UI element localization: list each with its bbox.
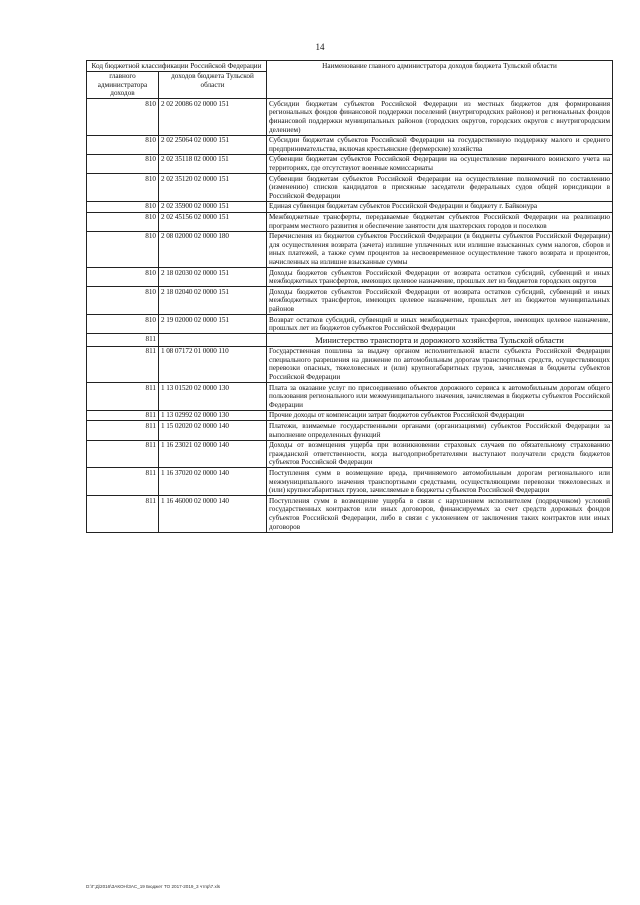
revenue-code: 2 02 45156 02 0000 151 bbox=[159, 212, 267, 231]
revenue-code: 1 15 02020 02 0000 140 bbox=[159, 421, 267, 440]
table-row bbox=[87, 287, 613, 315]
revenue-name: Перечисления из бюджетов субъектов Российской Федерации (в бюджеты субъектов Российской Федерации) для осуществления возврата (зачета) излишне уплаченных или излишне взысканных сумм налогов, сборов и иных платежей, а также сумм процентов за несвоевременное осуществление такого возврата и процентов, начисленных на излишне взысканные суммы bbox=[267, 231, 613, 267]
revenue-name: Единая субвенция бюджетам субъектов Российской Федерации и бюджету г. Байконура bbox=[267, 201, 613, 212]
table-row bbox=[87, 268, 613, 287]
page-number: 14 bbox=[315, 42, 325, 52]
ministry-row bbox=[87, 334, 613, 347]
revenue-name: Доходы бюджетов субъектов Российской Федерации от возврата остатков субсидий, субвенций и иных межбюджетных трансфертов, имеющих целевое назначение, прошлых лет из бюджетов городских округов bbox=[267, 268, 613, 287]
header-revenue-code: доходов бюджета Тульской области bbox=[159, 71, 267, 99]
revenue-code: 2 02 35120 02 0000 151 bbox=[159, 174, 267, 202]
revenue-name: Субвенции бюджетам субъектов Российской Федерации на осуществление полномочий по составлению (изменению) списков кандидатов в присяжные заседатели федеральных судов общей юрисдикции в Российской Федерации bbox=[267, 174, 613, 202]
revenue-code: 1 16 23021 02 0000 140 bbox=[159, 440, 267, 468]
admin-code: 811 bbox=[87, 410, 159, 421]
revenue-code: 2 02 35118 02 0000 151 bbox=[159, 154, 267, 173]
revenue-code: 1 16 37020 02 0000 140 bbox=[159, 468, 267, 496]
revenue-code: 2 02 20086 02 0000 151 bbox=[159, 99, 267, 135]
revenue-name: Поступления сумм в возмещение вреда, причиняемого автомобильным дорогам регионального или межмуниципального значения транспортными средствами, осуществляющими перевозки тяжеловесных и (или) крупногабаритных грузов, зачисляемые в бюджеты субъектов Российской Федерации bbox=[267, 468, 613, 496]
revenue-name: Субвенции бюджетам субъектов Российской Федерации на осуществление первичного воинского учета на территориях, где отсутствуют военные комиссариаты bbox=[267, 154, 613, 173]
admin-code: 810 bbox=[87, 201, 159, 212]
file-path-footer: D:\Г:Д\2016\ЗАКОН\ЗАС_19 Бюджет ТО 2017-2019_3 чтпр\7.xls bbox=[86, 884, 221, 889]
revenue-code: 2 02 25064 02 0000 151 bbox=[159, 135, 267, 154]
table-row bbox=[87, 201, 613, 212]
revenue-name: Плата за оказание услуг по присоединению объектов дорожного сервиса к автомобильным дорогам общего пользования регионального или межмуниципального значения, зачисляемая в бюджеты субъектов Российской Федерации bbox=[267, 383, 613, 411]
admin-code: 810 bbox=[87, 212, 159, 231]
table-row bbox=[87, 174, 613, 202]
admin-code: 810 bbox=[87, 174, 159, 202]
table-row bbox=[87, 212, 613, 231]
revenue-code: 1 16 46000 02 0000 140 bbox=[159, 496, 267, 532]
admin-code: 811 bbox=[87, 440, 159, 468]
table-row bbox=[87, 410, 613, 421]
revenue-name: Прочие доходы от компенсации затрат бюджетов субъектов Российской Федерации bbox=[267, 410, 613, 421]
table-row bbox=[87, 421, 613, 440]
ministry-title: Министерство транспорта и дорожного хозяйства Тульской области bbox=[267, 334, 613, 347]
revenue-name: Межбюджетные трансферты, передаваемые бюджетам субъектов Российской Федерации на реализацию программ местного развития и обеспечение занятости для шахтерских городов и поселков bbox=[267, 212, 613, 231]
admin-code: 810 bbox=[87, 315, 159, 334]
table-row bbox=[87, 383, 613, 411]
revenue-code: 2 02 35900 02 0000 151 bbox=[159, 201, 267, 212]
admin-code: 811 bbox=[87, 496, 159, 532]
admin-code: 811 bbox=[87, 421, 159, 440]
header-main-administrator: главного администратора доходов bbox=[87, 71, 159, 99]
admin-code: 810 bbox=[87, 268, 159, 287]
admin-code: 811 bbox=[87, 383, 159, 411]
revenue-name: Доходы от возмещения ущерба при возникновении страховых случаев по обязательному страхованию гражданской ответственности, когда выгодоприобретателями выступают получатели средств бюджетов субъектов Российской Федерации bbox=[267, 440, 613, 468]
admin-code: 810 bbox=[87, 231, 159, 267]
table-row bbox=[87, 440, 613, 468]
table-row bbox=[87, 346, 613, 382]
revenue-classification-table bbox=[86, 60, 613, 533]
revenue-code: 2 18 02030 02 0000 151 bbox=[159, 268, 267, 287]
admin-code: 811 bbox=[87, 334, 159, 347]
table-row bbox=[87, 99, 613, 135]
revenue-name: Поступления сумм в возмещение ущерба в связи с нарушением исполнителем (подрядчиком) условий государственных контрактов или иных договоров, финансируемых за счет средств дорожных фондов субъектов Российской Федерации, либо в связи с уклонением от заключения таких контрактов или иных договоров bbox=[267, 496, 613, 532]
table-row bbox=[87, 468, 613, 496]
revenue-name: Субсидии бюджетам субъектов Российской Федерации из местных бюджетов для формирования региональных фондов финансовой поддержки поселений (внутригородских районов) и региональных фондов финансовой поддержки муниципальных районов (городских округов, городских округов с внутригородским делением) bbox=[267, 99, 613, 135]
revenue-code-empty bbox=[159, 334, 267, 347]
revenue-code: 2 18 02040 02 0000 151 bbox=[159, 287, 267, 315]
table-row bbox=[87, 315, 613, 334]
table-row bbox=[87, 154, 613, 173]
admin-code: 811 bbox=[87, 468, 159, 496]
revenue-code: 1 13 02992 02 0000 130 bbox=[159, 410, 267, 421]
admin-code: 810 bbox=[87, 135, 159, 154]
revenue-name: Доходы бюджетов субъектов Российской Федерации от возврата остатков субсидий, субвенций и иных межбюджетных трансфертов, имеющих целевое назначение, прошлых лет из бюджетов муниципальных районов bbox=[267, 287, 613, 315]
revenue-code: 2 19 02000 02 0000 151 bbox=[159, 315, 267, 334]
revenue-code: 2 08 02000 02 0000 180 bbox=[159, 231, 267, 267]
revenue-name: Возврат остатков субсидий, субвенций и иных межбюджетных трансфертов, имеющих целевое назначение, прошлых лет из бюджетов субъектов Российской Федерации bbox=[267, 315, 613, 334]
table-row bbox=[87, 496, 613, 532]
table-row bbox=[87, 231, 613, 267]
admin-code: 810 bbox=[87, 99, 159, 135]
header-classification-code: Код бюджетной классификации Российской Федерации bbox=[87, 61, 267, 72]
admin-code: 811 bbox=[87, 346, 159, 382]
revenue-name: Платежи, взимаемые государственными органами (организациями) субъектов Российской Федерации за выполнение определенных функций bbox=[267, 421, 613, 440]
table-row bbox=[87, 135, 613, 154]
admin-code: 810 bbox=[87, 287, 159, 315]
revenue-name: Государственная пошлина за выдачу органом исполнительной власти субъекта Российской Федерации специального разрешения на движение по автомобильным дорогам транспортных средств, осуществляющих перевозки опасных, тяжеловесных и (или) крупногабаритных грузов, зачисляемая в бюджеты субъектов Российской Федерации bbox=[267, 346, 613, 382]
admin-code: 810 bbox=[87, 154, 159, 173]
revenue-name: Субсидии бюджетам субъектов Российской Федерации на государственную поддержку малого и среднего предпринимательства, включая крестьянские (фермерские) хозяйства bbox=[267, 135, 613, 154]
revenue-code: 1 13 01520 02 0000 130 bbox=[159, 383, 267, 411]
header-administrator-name: Наименование главного администратора доходов бюджета Тульской области bbox=[267, 61, 613, 99]
revenue-code: 1 08 07172 01 0000 110 bbox=[159, 346, 267, 382]
